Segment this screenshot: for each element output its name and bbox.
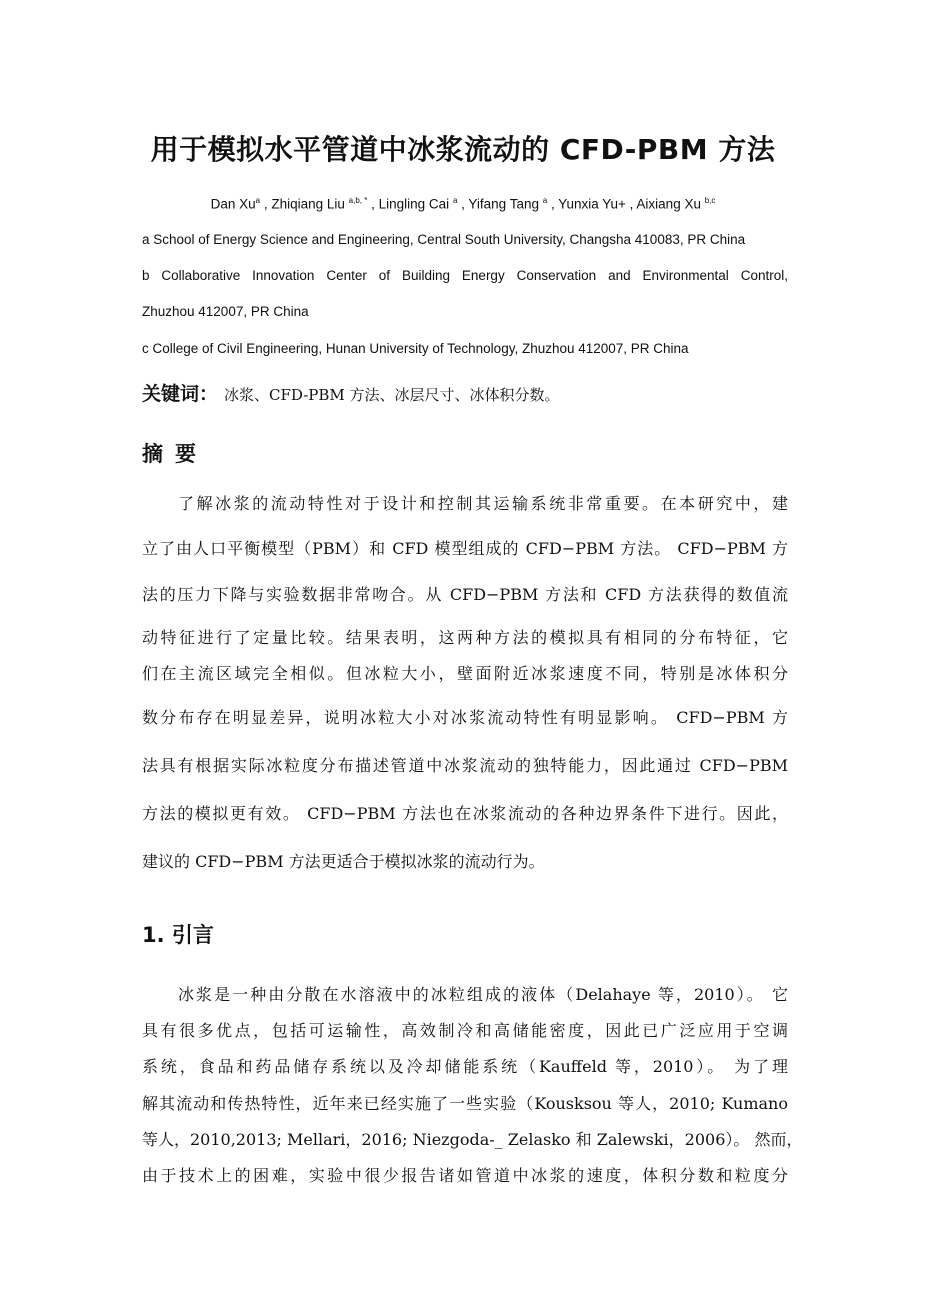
abstract-line: 建议的 CFD−PBM 方法更适合于模拟冰浆的流动行为。 — [142, 852, 545, 871]
author-name: Lingling Cai — [378, 196, 450, 212]
author-affiliation-mark: a — [452, 196, 458, 205]
abstract-heading: 摘要 — [142, 442, 208, 466]
author-affiliation-mark: a — [542, 196, 548, 205]
abstract-line: 立了由人口平衡模型（PBM）和 CFD 模型组成的 CFD−PBM 方法。 CFD−PBM 方 — [142, 539, 788, 558]
author-name: Yunxia Yu+ — [558, 196, 626, 212]
affiliation-c: c College of Civil Engineering, Hunan University of Technology, Zhuzhou 412007, PR China — [142, 341, 689, 356]
intro-line: 具有很多优点，包括可运输性，高效制冷和高储能密度，因此已广泛应用于空调 — [142, 1021, 788, 1040]
abstract-line: 们在主流区域完全相似。但冰粒大小，壁面附近冰浆速度不同，特别是冰体积分 — [142, 664, 788, 683]
author-name: Aixiang Xu — [636, 196, 701, 212]
author-name: Yifang Tang — [468, 196, 539, 212]
author-affiliation-mark: a,b, * — [348, 196, 368, 205]
intro-line: 解其流动和传热特性，近年来已经实施了一些实验（Kousksou 等人，2010; Kumano — [142, 1094, 788, 1113]
intro-line: 等人，2010,2013; Mellari，2016; Niezgoda-_ Zelasko 和 Zalewski，2006）。 然而， — [142, 1130, 803, 1149]
intro-heading: 1. 引言 — [142, 923, 214, 947]
paper-title: 用于模拟水平管道中冰浆流动的 CFD-PBM 方法 — [150, 133, 776, 166]
author-list: Dan Xu$^a$ , Zhiqiang Liu $^{a,b, *}$ , Lingling Cai $^a$ , Yifang Tang $^a$ , Yunxia Yu+ , Aixiang Xu $^{b,c}$ — [210, 196, 716, 212]
author-affiliation-mark: a — [255, 196, 261, 205]
abstract-line: 了解冰浆的流动特性对于设计和控制其运输系统非常重要。在本研究中，建 — [178, 494, 788, 513]
author-name: Zhiqiang Liu — [271, 196, 345, 212]
intro-line: 系统，食品和药品储存系统以及冷却储能系统（Kauffeld 等，2010）。 为了理 — [142, 1057, 788, 1076]
affiliation-a: a School of Energy Science and Engineering, Central South University, Changsha 410083, PR China — [142, 232, 746, 247]
keywords-label: 关键词： — [142, 383, 219, 405]
keywords-text: 冰浆、CFD-PBM 方法、冰层尺寸、冰体积分数。 — [224, 386, 560, 404]
abstract-line: 方法的模拟更有效。 CFD−PBM 方法也在冰浆流动的各种边界条件下进行。因此， — [142, 804, 788, 823]
intro-line: 冰浆是一种由分散在水溶液中的冰粒组成的液体（Delahaye 等，2010）。 它 — [178, 985, 788, 1004]
abstract-line: 数分布存在明显差异，说明冰粒大小对冰浆流动特性有明显影响。 CFD−PBM 方 — [142, 708, 788, 727]
keywords-row — [142, 379, 788, 406]
intro-line: 由于技术上的困难，实验中很少报告诸如管道中冰浆的速度，体积分数和粒度分 — [142, 1166, 788, 1185]
author-affiliation-mark: b,c — [704, 196, 716, 205]
abstract-line: 法具有根据实际冰粒度分布描述管道中冰浆流动的独特能力，因此通过 CFD−PBM — [142, 756, 788, 775]
abstract-line: 动特征进行了定量比较。结果表明，这两种方法的模拟具有相同的分布特征，它 — [142, 628, 788, 647]
affiliation-b-cont: Zhuzhou 412007, PR China — [142, 304, 309, 319]
author-name: Dan Xu — [210, 196, 256, 212]
abstract-line: 法的压力下降与实验数据非常吻合。从 CFD−PBM 方法和 CFD 方法获得的数值流 — [142, 585, 788, 604]
affiliation-b: b Collaborative Innovation Center of Building Energy Conservation and Environmental Control, — [142, 268, 788, 283]
